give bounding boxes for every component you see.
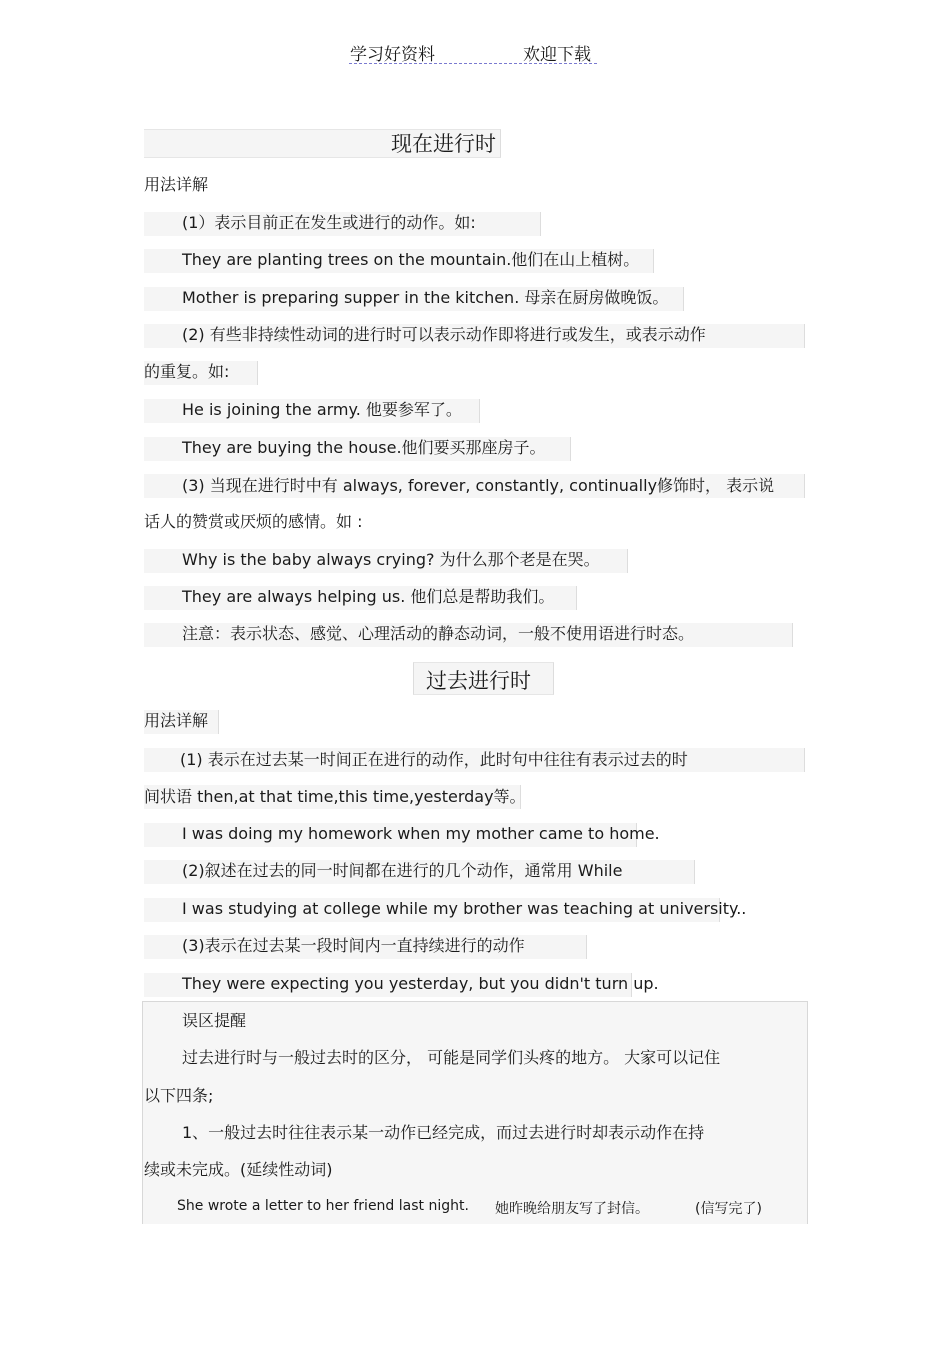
header-left: 学习好资料 [350,45,435,65]
notes-line-4: 续或未完成。(延续性动词) [144,1160,333,1179]
s1-line-9: 话人的赞赏或厌烦的感情。如 : [144,512,363,531]
s1-line-12: 注意：表示状态、感觉、心理活动的静态动词，一般不使用语进行时态。 [182,624,695,643]
s1-line-8: (3) 当现在进行时中有 always, forever, constantly, continually修饰时， 表示说 [182,476,775,495]
s1-line-11: They are always helping us. 他们总是帮助我们。 [182,587,555,606]
s2-line-1: (1) 表示在过去某一时间正在进行的动作，此时句中往往有表示过去的时 [180,750,688,769]
section1-title: 现在进行时 [391,132,496,156]
s2-line-7: They were expecting you yesterday, but you didn't turn up. [182,974,659,993]
s1-line-6: He is joining the army. 他要参军了。 [182,400,462,419]
notes-example-chinese: 她昨晚给朋友写了封信。 [495,1201,649,1217]
notes-heading: 误区提醒 [182,1011,247,1030]
section2-subtitle: 用法详解 [144,711,209,730]
s2-line-4: (2)叙述在过去的同一时间都在进行的几个动作，通常用 While [182,861,623,880]
s2-line-6: (3)表示在过去某一段时间内一直持续进行的动作 [182,936,525,955]
header-right: 欢迎下载 [523,45,591,65]
s2-line-2: 间状语 then,at that time,this time,yesterday等。 [144,787,526,806]
notes-line-1: 过去进行时与一般过去时的区分， 可能是同学们头疼的地方。 大家可以记住 [182,1048,721,1067]
s2-line-3: I was doing my homework when my mother came to home. [182,824,660,843]
notes-line-2: 以下四条; [144,1086,214,1105]
s1-line-10: Why is the baby always crying? 为什么那个老是在哭。 [182,550,600,569]
notes-line-3: 1、一般过去时往往表示某一动作已经完成，而过去进行时却表示动作在持 [182,1123,705,1142]
s1-line-3: Mother is preparing supper in the kitchen. 母亲在厨房做晚饭。 [182,288,669,307]
notes-box [142,1001,808,1224]
notes-example-english: She wrote a letter to her friend last night. [177,1198,469,1214]
header-underline [349,63,597,64]
s1-line-1: (1）表示目前正在发生或进行的动作。如: [182,213,476,232]
s1-line-5: 的重复。如: [144,362,230,381]
notes-example-remark: (信写完了) [695,1201,762,1217]
s1-line-4: (2) 有些非持续性动词的进行时可以表示动作即将进行或发生，或表示动作 [182,325,706,344]
section2-title: 过去进行时 [426,669,531,693]
s1-line-7: They are buying the house.他们要买那座房子。 [182,438,546,457]
section1-subtitle: 用法详解 [144,175,209,194]
s1-line-2: They are planting trees on the mountain.他们在山上植树。 [182,250,640,269]
s2-line-5: I was studying at college while my brother was teaching at university.. [182,899,747,918]
